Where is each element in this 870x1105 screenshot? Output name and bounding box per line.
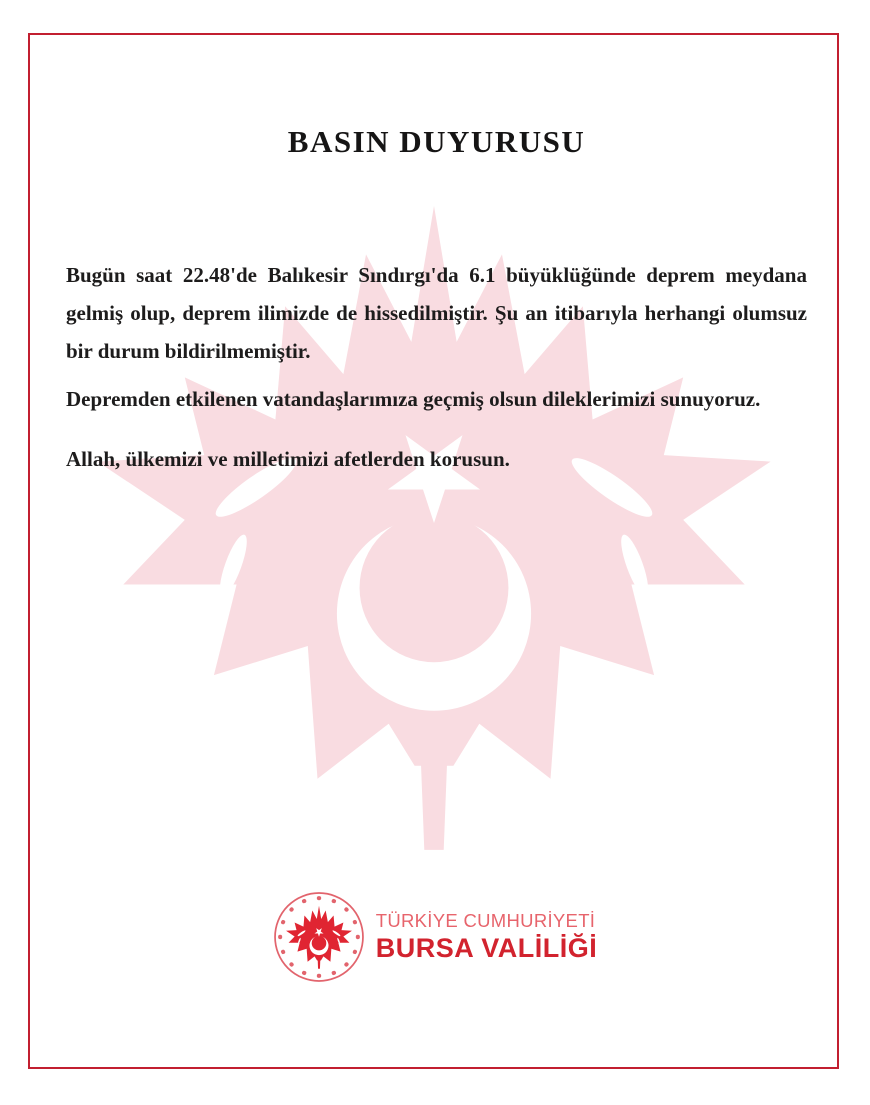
paragraph-line: Allah, ülkemizi ve milletimizi afetlerden korusun. <box>66 447 510 471</box>
paragraph-wishes <box>66 380 807 418</box>
paragraph-line: Depremden etkilenen vatandaşlarımıza geçmiş olsun dileklerimizi sunuyoruz. <box>66 387 761 411</box>
page-title: BASIN DUYURUSU <box>287 124 586 159</box>
paragraph-prayer <box>66 440 807 478</box>
logo-text-block <box>376 910 598 963</box>
paragraph-line: Bugün saat 22.48'de Balıkesir Sındırgı'da 6.1 büyüklüğünde deprem meydana <box>66 263 807 287</box>
logo-line-bursa-valiligi: BURSA VALİLİĞİ <box>375 932 598 963</box>
paragraph-line: bir durum bildirilmemiştir. <box>66 339 311 363</box>
government-emblem-icon <box>273 891 365 983</box>
bursa-governorship-logo <box>0 891 870 983</box>
logo-line-turkiye-cumhuriyeti: TÜRKİYE CUMHURİYETİ <box>375 910 596 932</box>
paragraph-earthquake-report <box>66 256 807 370</box>
paragraph-line: gelmiş olup, deprem ilimizde de hissedilmiştir. Şu an itibarıyla herhangi olumsuz <box>66 301 807 325</box>
